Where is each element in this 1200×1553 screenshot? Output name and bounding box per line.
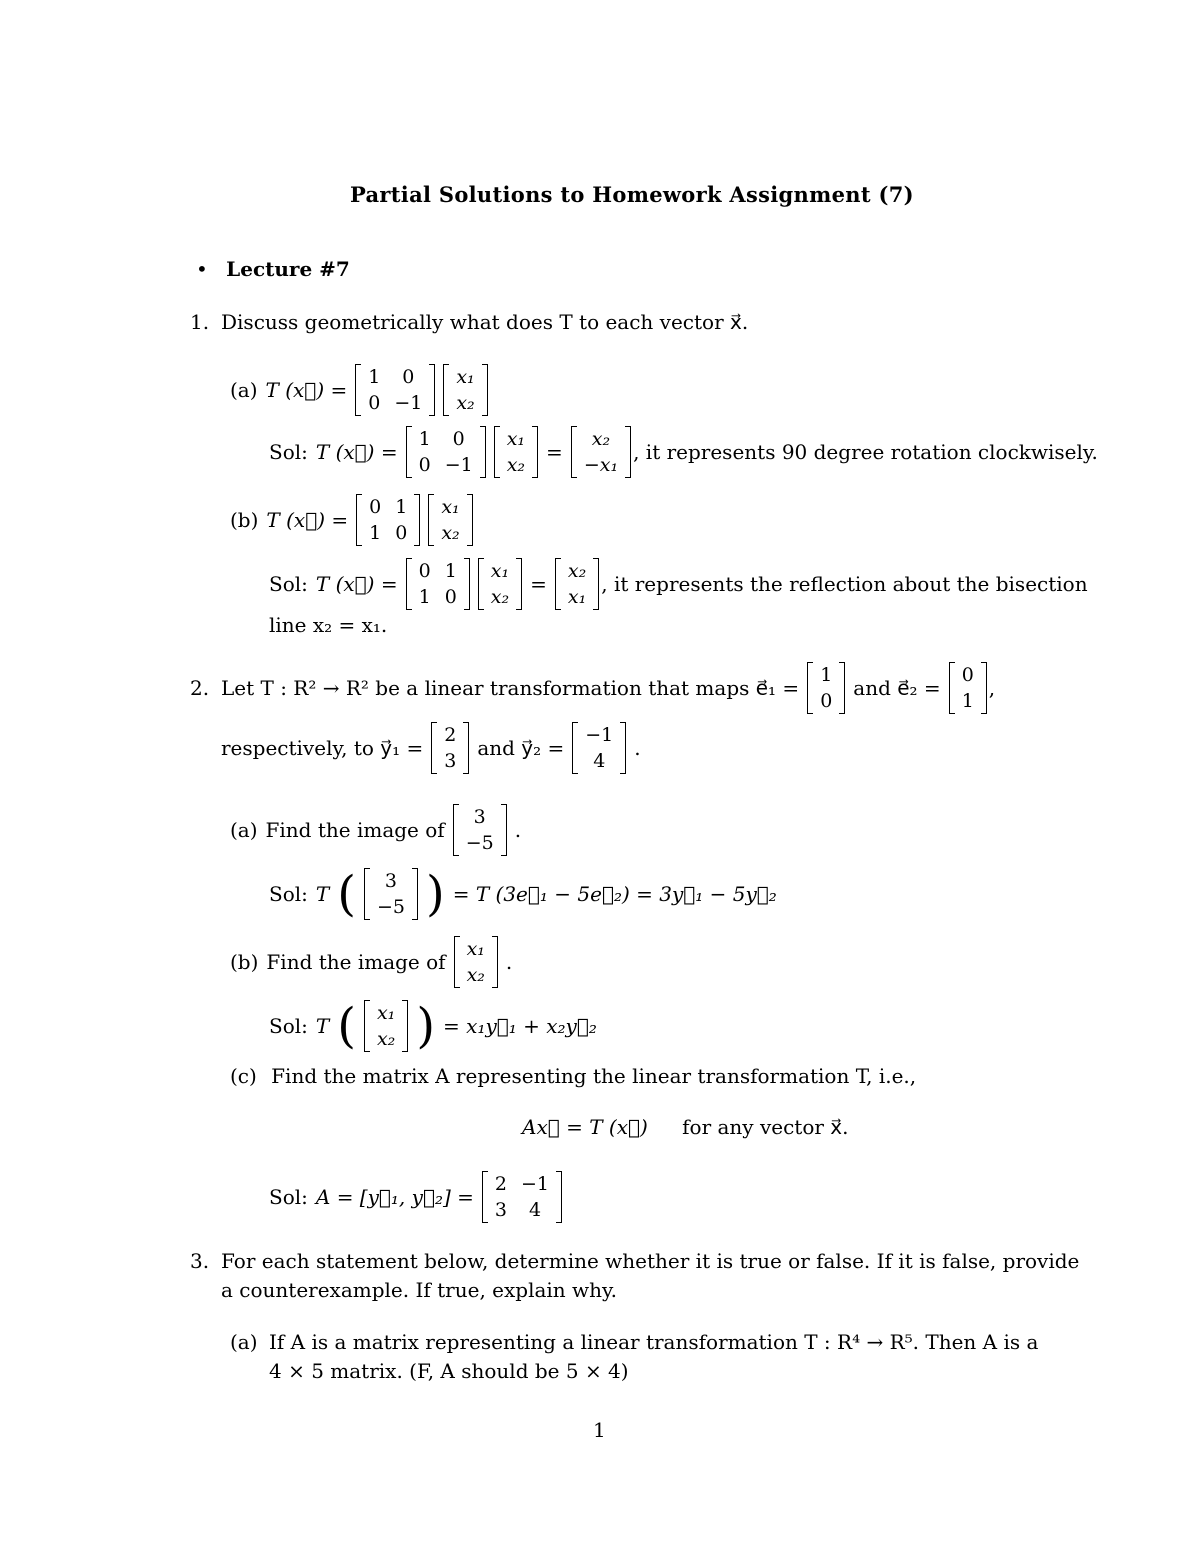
sol-vector (478, 558, 522, 610)
sol-result (571, 426, 631, 478)
q1a-solution (269, 424, 1106, 480)
bullet: • (196, 257, 208, 281)
cell: x₁ (466, 938, 485, 960)
sol-lhs: T (x⃗) = (315, 572, 398, 596)
sol-lhs: A = [y⃗₁, y⃗₂] = (315, 1185, 474, 1209)
cell: 0 (444, 586, 457, 608)
sol-result (555, 558, 599, 610)
left-paren: ( (337, 866, 356, 922)
cell: 2 (444, 724, 457, 746)
cell: x₁ (490, 560, 510, 582)
page-title: Partial Solutions to Homework Assignment (7) (350, 182, 914, 207)
sol-label: Sol: (269, 882, 308, 906)
sol-vector (364, 1000, 408, 1052)
cell: 3 (384, 870, 398, 892)
e2-vector (949, 662, 987, 714)
q2-line2 (221, 720, 649, 776)
q2b-text: Find the image of (266, 950, 446, 974)
cell: 0 (368, 392, 381, 414)
cell: 3 (473, 806, 486, 828)
cell: 0 (402, 366, 415, 388)
q2-text1: Let T : R² → R² be a linear transformation that maps e⃗₁ = (221, 676, 800, 700)
cell: 0 (369, 496, 382, 518)
q2-comma: , (988, 676, 996, 700)
q2a-solution (269, 864, 785, 924)
q2b-dot: . (505, 950, 513, 974)
q2-dot: . (634, 736, 641, 760)
cell: 1 (368, 366, 381, 388)
sol-label: Sol: (269, 572, 308, 596)
cell: x₁ (567, 586, 587, 608)
cell: −5 (465, 832, 494, 854)
sol-T: T (315, 882, 330, 906)
sol-label: Sol: (269, 1185, 308, 1209)
sol-T: T (315, 1014, 330, 1038)
cell: x₂ (567, 560, 587, 582)
e1-vector (807, 662, 845, 714)
q2-and1: and e⃗₂ = (853, 676, 941, 700)
cell: 3 (444, 750, 457, 772)
cell: 1 (418, 586, 431, 608)
q2-and2: and y⃗₂ = (477, 736, 565, 760)
cell: x₁ (376, 1002, 396, 1024)
q3a-label: (a) (230, 1330, 258, 1354)
cell: 1 (369, 522, 382, 544)
cell: x₂ (591, 428, 611, 450)
q2-line1 (221, 660, 1003, 716)
q3-text2: a counterexample. If true, explain why. (221, 1278, 618, 1302)
cell: 1 (820, 664, 833, 686)
cell: 4 (593, 750, 606, 772)
equals: = (530, 572, 547, 596)
cell: 2 (494, 1173, 507, 1195)
equals: = (546, 440, 563, 464)
cell: 0 (418, 560, 431, 582)
cell: 0 (452, 428, 465, 450)
q1b (230, 492, 481, 548)
right-paren: ) (425, 866, 445, 922)
left-paren: ( (337, 998, 356, 1054)
cell: 0 (820, 690, 833, 712)
q2-text2: respectively, to y⃗₁ = (221, 736, 424, 760)
cell: 0 (961, 664, 974, 686)
cell: x₁ (456, 366, 475, 388)
q1a-lhs: T (x⃗) = (265, 378, 348, 402)
q2a-text: Find the image of (265, 818, 445, 842)
cell: x₂ (466, 964, 485, 986)
cell: 1 (395, 496, 408, 518)
right-paren: ) (416, 998, 436, 1054)
q2a-vector (453, 804, 507, 856)
q1b-solution-line2: line x₂ = x₁. (269, 613, 388, 637)
q2a (230, 802, 529, 858)
cell: 0 (395, 522, 408, 544)
cell: 3 (494, 1199, 507, 1221)
equation: Ax⃗ = T (x⃗) (522, 1115, 648, 1139)
q2b-label: (b) (230, 950, 259, 974)
q3-text1: For each statement below, determine whether it is true or false. If it is false, provide (221, 1249, 1080, 1273)
cell: x₁ (506, 428, 526, 450)
q2b-vector (454, 936, 498, 988)
q1a-label: (a) (230, 378, 258, 402)
lecture-heading (196, 257, 350, 281)
q2c-equation (522, 1115, 849, 1139)
q2c-text: Find the matrix A representing the linear transformation T, i.e., (271, 1064, 917, 1088)
q1b-vector (428, 494, 472, 546)
y2-vector (572, 722, 626, 774)
q1b-lhs: T (x⃗) = (266, 508, 349, 532)
cell: x₂ (490, 586, 510, 608)
q1a (230, 362, 496, 418)
q2-number: 2. (190, 676, 210, 700)
q2c-label: (c) (230, 1064, 257, 1088)
cell: −x₁ (583, 454, 619, 476)
cell: x₂ (376, 1028, 396, 1050)
q1b-label: (b) (230, 508, 259, 532)
y1-vector (431, 722, 469, 774)
cell: 1 (418, 428, 431, 450)
sol-rhs: = x₁y⃗₁ + x₂y⃗₂ (443, 1014, 597, 1038)
q1a-vector (443, 364, 487, 416)
cell: x₂ (456, 392, 475, 414)
sol-text: , it represents the reflection about the bisection (601, 572, 1088, 596)
page-number: 1 (593, 1418, 606, 1442)
q2c (230, 1064, 916, 1088)
sol-text: , it represents 90 degree rotation clockwisely. (633, 440, 1098, 464)
cell: −1 (444, 454, 473, 476)
sol-lhs: T (x⃗) = (315, 440, 398, 464)
cell: −1 (394, 392, 423, 414)
cell: x₁ (441, 496, 460, 518)
q1b-solution (269, 556, 1096, 612)
sol-label: Sol: (269, 1014, 308, 1038)
cell: −1 (585, 724, 614, 746)
cell: 4 (528, 1199, 542, 1221)
sol-vector (364, 868, 418, 920)
sol-label: Sol: (269, 440, 308, 464)
q3a-text2: 4 × 5 matrix. (F, A should be 5 × 4) (269, 1359, 629, 1383)
q2a-dot: . (514, 818, 522, 842)
cell: −1 (520, 1173, 549, 1195)
equation-note: for any vector x⃗. (682, 1115, 849, 1139)
q3a-text1: If A is a matrix representing a linear transformation T : R⁴ → R⁵. Then A is a (269, 1330, 1039, 1354)
cell: 0 (418, 454, 431, 476)
sol-rhs: = T (3e⃗₁ − 5e⃗₂) = 3y⃗₁ − 5y⃗₂ (452, 882, 777, 906)
cell: x₂ (441, 522, 460, 544)
sol-vector (494, 426, 538, 478)
q2a-label: (a) (230, 818, 258, 842)
sol-matrix (406, 558, 470, 610)
sol-matrix (482, 1171, 562, 1223)
q1-text: Discuss geometrically what does T to each vector x⃗. (221, 310, 749, 334)
cell: −5 (376, 896, 405, 918)
cell: 1 (444, 560, 457, 582)
q1a-matrix (355, 364, 435, 416)
q2b-solution (269, 996, 605, 1056)
cell: 1 (961, 690, 974, 712)
q3-number: 3. (190, 1249, 210, 1273)
q2b (230, 934, 520, 990)
lecture-label: Lecture #7 (226, 257, 350, 281)
cell: x₂ (506, 454, 526, 476)
q1b-matrix (356, 494, 420, 546)
q2c-solution (269, 1168, 570, 1226)
sol-matrix (406, 426, 486, 478)
q1-number: 1. (190, 310, 210, 334)
